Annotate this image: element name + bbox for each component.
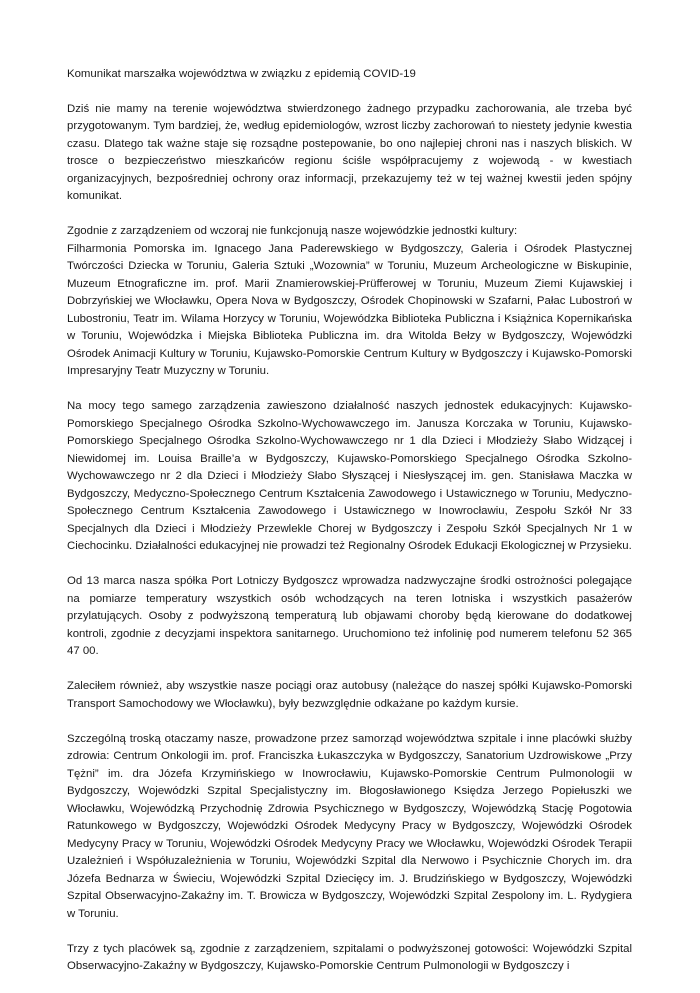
paragraph-intro: Dziś nie mamy na terenie województwa stwierdzonego żadnego przypadku zachorowania, ale trzeba być przygotowanym. Tym bardziej, że, według epidemiologów, wzrost liczby zachorowań to niestety jedynie kwestia czasu. Dlatego tak ważne staje się rozsądne postepowanie, bo ono najlepiej chroni nas i naszych bliskich. W trosce o bezpieczeństwo mieszkańców regionu ściśle współpracujemy z wojewodą - w kwestiach organizacyjnych, bezpośredniej ochrony oraz informacji, przekazujemy też w tej ważnej kwestii jeden spójny komunikat. — [67, 102, 632, 202]
document-page — [67, 66, 632, 993]
paragraph-airport: Od 13 marca nasza spółka Port Lotniczy Bydgoszcz wprowadza nadzwyczajne środki ostrożności polegające na pomiarze temperatury wszystkich osób wchodzących na teren lotniska i wszystkich pasażerów przylatujących. Osoby z podwyższoną temperaturą lub objawami choroby będą kierowane do dodatkowej kontroli, zgodnie z decyzjami inspektora sanitarnego. Uruchomiono też infolinię pod numerem telefonu 52 365 47 00. — [67, 575, 632, 657]
paragraph-transport: Zaleciłem również, aby wszystkie nasze pociągi oraz autobusy (należące do naszej spółki Kujawsko-Pomorski Transport Samochodowy we Włocławku), były bezwzględnie odkażane po każdym kursie. — [67, 680, 632, 710]
paragraph-education: Na mocy tego samego zarządzenia zawieszono działalność naszych jednostek edukacyjnych: Kujawsko-Pomorskiego Specjalnego Ośrodka Szkolno-Wychowawczego im. Janusza Korczaka w Toruniu, Kujawsko-Pomorskiego Specjalnego Ośrodka Szkolno-Wychowawczego nr 1 dla Dzieci i Młodzieży Słabo Widzącej i Niewidomej im. Louisa Braille’a w Bydgoszczy, Kujawsko-Pomorskiego Specjalnego Ośrodka Szkolno-Wychowawczego nr 2 dla Dzieci i Młodzieży Słabo Słyszącej i Niesłyszącej im. gen. Stanisława Maczka w Bydgoszczy, Medyczno-Społecznego Centrum Kształcenia Zawodowego i Ustawicznego w Toruniu, Medyczno-Społecznego Centrum Kształcenia Zawodowego i Ustawicznego w Inowrocławiu, Zespołu Szkół Nr 33 Specjalnych dla Dzieci i Młodzieży Przewlekle Chorej w Bydgoszczy i Zespołu Szkół Specjalnych Nr 1 w Ciechocinku. Działalności edukacyjnej nie prowadzi też Regionalny Ośrodek Edukacji Ekologicznej w Przysieku. — [67, 400, 632, 552]
paragraph-hospitals-readiness: Trzy z tych placówek są, zgodnie z zarządzeniem, szpitalami o podwyższonej gotowości: Wojewódzki Szpital Obserwacyjno-Zakaźny w Bydgoszczy, Kujawsko-Pomorskie Centrum Pulmonologii w Bydgoszczy i — [67, 942, 632, 972]
paragraph-culture-intro: Zgodnie z zarządzeniem od wczoraj nie funkcjonują nasze wojewódzkie jednostki kultury: — [67, 225, 518, 237]
paragraph-culture-list: Filharmonia Pomorska im. Ignacego Jana Paderewskiego w Bydgoszczy, Galeria i Ośrodek Plastycznej Twórczości Dziecka w Toruniu, Galeria Sztuki „Wozownia” w Toruniu, Muzeum Archeologiczne w Biskupinie, Muzeum Etnograficzne im. prof. Marii Znamierowskiej-Prüfferowej w Toruniu, Muzeum Ziemi Kujawskiej i Dobrzyńskiej we Włocławku, Opera Nova w Bydgoszczy, Ośrodek Chopinowski w Szafarni, Pałac Lubostroń w Lubostroniu, Teatr im. Wilama Horzycy w Toruniu, Wojewódzka Biblioteka Publiczna i Książnica Kopernikańska w Toruniu, Wojewódzka i Miejska Biblioteka Publiczna im. dra Witolda Bełzy w Bydgoszczy, Wojewódzki Ośrodek Animacji Kultury w Toruniu, Kujawsko-Pomorskie Centrum Kultury w Bydgoszczy i Kujawsko-Pomorski Impresaryjny Teatr Muzyczny w Toruniu. — [67, 242, 632, 377]
paragraph-healthcare: Szczególną troską otaczamy nasze, prowadzone przez samorząd województwa szpitale i inne placówki służby zdrowia: Centrum Onkologii im. prof. Franciszka Łukaszczyka w Bydgoszczy, Sanatorium Uzdrowiskowe „Przy Tężni” im. dra Józefa Krzymińskiego w Inowrocławiu, Kujawsko-Pomorskie Centrum Pulmonologii w Bydgoszczy, Wojewódzki Szpital Specjalistyczny im. Błogosławionego Księdza Jerzego Popiełuszki we Włocławku, Wojewódzką Przychodnię Zdrowia Psychicznego w Bydgoszczy, Wojewódzką Stację Pogotowia Ratunkowego w Bydgoszczy, Wojewódzki Ośrodek Medycyny Pracy w Bydgoszczy, Wojewódzki Ośrodek Medycyny Pracy w Toruniu, Wojewódzki Ośrodek Medycyny Pracy we Włocławku, Wojewódzki Ośrodek Terapii Uzależnień i Współuzależnienia w Toruniu, Wojewódzki Szpital dla Nerwowo i Psychicznie Chorych im. dra Józefa Bednarza w Świeciu, Wojewódzki Szpital Dziecięcy im. J. Brudzińskiego w Bydgoszczy, Wojewódzki Szpital Obserwacyjno-Zakaźny im. T. Browicza w Bydgoszczy, Wojewódzki Szpital Zespolony im. L. Rydygiera w Toruniu. — [67, 732, 632, 920]
document-title: Komunikat marszałka województwa w związku z epidemią COVID-19 — [67, 68, 416, 80]
